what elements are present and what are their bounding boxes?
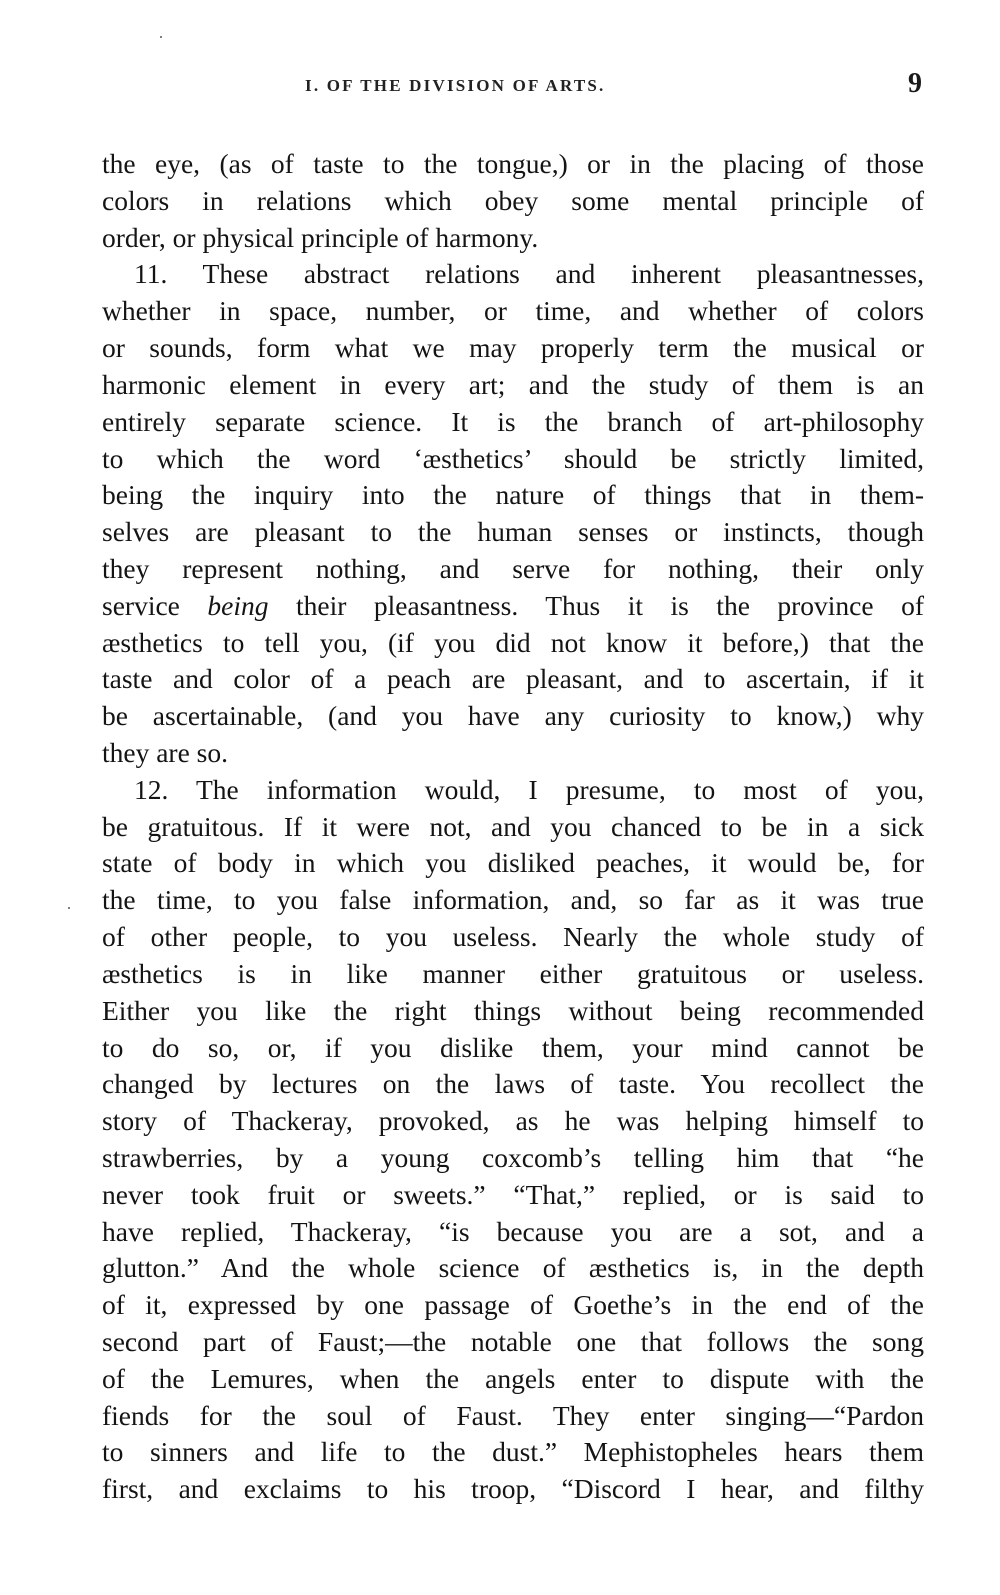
text-line: Either you like the right things without being recommended [102,994,924,1026]
text-line: have replied, Thackeray, “is because you are a sot, and a [102,1215,924,1247]
text-line: be ascertainable, (and you have any curiosity to know,) why [102,700,924,732]
text-line: harmonic element in every art; and the study of them is an [102,368,924,400]
text-line: first, and exclaims to his troop, “Discord I hear, and filthy [102,1473,924,1505]
text-line: colors in relations which obey some mental principle of [102,184,924,216]
line-segment: service [102,589,208,621]
text-line: changed by lectures on the laws of taste. You recollect the [102,1068,924,1100]
paragraph-11-first-line: 11. These abstract relations and inherent pleasantnesses, [134,258,924,290]
text-line: to which the word ‘æsthetics’ should be strictly limited, [102,442,924,474]
text-line: they are so. [102,737,228,768]
paragraph-12-first-line: 12. The information would, I presume, to most of you, [134,773,924,805]
text-line: they represent nothing, and serve for nothing, their only [102,552,924,584]
text-line: order, or physical principle of harmony. [102,221,539,253]
text-line: to do so, or, if you dislike them, your mind cannot be [102,1031,924,1063]
text-line: never took fruit or sweets.” “That,” replied, or is said to [102,1178,924,1210]
text-line: state of body in which you disliked peaches, it would be, for [102,847,924,879]
text-line: the eye, (as of taste to the tongue,) or in the placing of those [102,148,924,179]
text-line: of other people, to you useless. Nearly the whole study of [102,921,924,953]
print-speck [68,907,70,909]
body-text [102,146,924,1508]
text-line: whether in space, number, or time, and whether of colors [102,295,924,327]
text-line: of it, expressed by one passage of Goethe’s in the end of the [102,1289,924,1321]
text-line: taste and color of a peach are pleasant, and to ascertain, if it [102,663,924,695]
text-line: selves are pleasant to the human senses or instincts, though [102,516,924,548]
text-line: being the inquiry into the nature of things that in them- [102,479,924,511]
text-line: glutton.” And the whole science of æsthetics is, in the depth [102,1252,924,1284]
text-line: to sinners and life to the dust.” Mephistopheles hears them [102,1436,924,1468]
text-line: of the Lemures, when the angels enter to dispute with the [102,1362,924,1394]
italic-word: being [207,589,269,621]
text-line: story of Thackeray, provoked, as he was helping himself to [102,1105,924,1137]
line-segment: their pleasantness. Thus it is the province of [268,589,924,621]
print-speck [160,36,162,38]
text-line: fiends for the soul of Faust. They enter singing—“Pardon [102,1399,924,1431]
text-line: or sounds, form what we may properly term the musical or [102,332,924,364]
running-header-title: I. OF THE DIVISION OF ARTS. [305,76,606,95]
text-line: entirely separate science. It is the branch of art-philosophy [102,405,924,437]
text-line: second part of Faust;—the notable one that follows the song [102,1326,924,1357]
page-number: 9 [908,68,922,99]
text-line-with-italic [102,588,924,625]
text-line: be gratuitous. If it were not, and you chanced to be in a sick [102,810,924,842]
text-line: the time, to you false information, and, so far as it was true [102,884,924,916]
text-line: æsthetics to tell you, (if you did not know it before,) that the [102,626,924,658]
text-line: strawberries, by a young coxcomb’s telling him that “he [102,1141,924,1173]
text-line: æsthetics is in like manner either gratuitous or useless. [102,957,924,989]
